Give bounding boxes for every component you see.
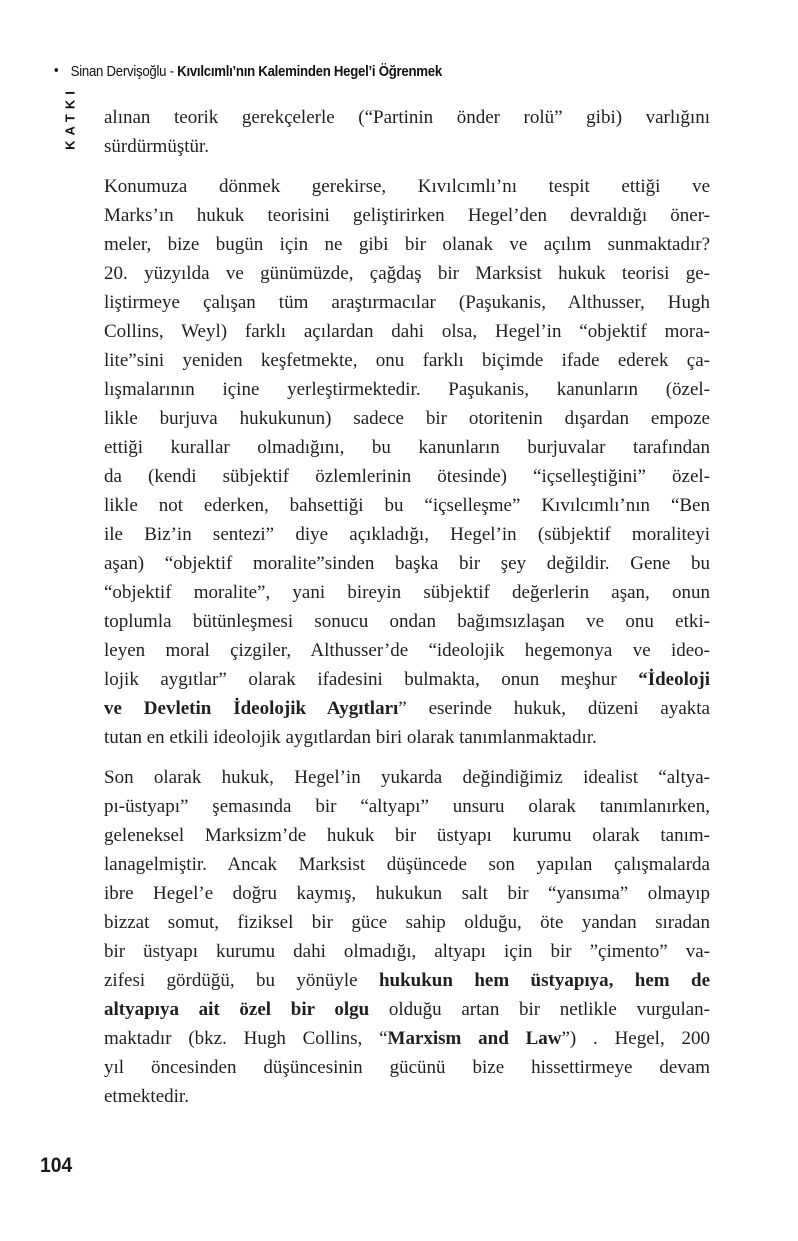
text-line: “objektif moralite”, yani bireyin sübjektif değerlerin aşan, onun	[104, 582, 710, 603]
text-line: Son olarak hukuk, Hegel’in yukarda değindiğimiz idealist “altya-	[104, 767, 710, 788]
running-header	[54, 62, 442, 81]
text-line: lanagelmiştir. Ancak Marksist düşüncede son yapılan çalışmalarda	[104, 854, 710, 875]
text-line: ile Biz’in sentezi” diye açıkladığı, Hegel’in (sübjektif moraliteyi	[104, 524, 710, 545]
paragraph	[104, 172, 710, 752]
text-line: aşan) “objektif moralite”sinden başka bir şey değildir. Gene bu	[104, 553, 710, 574]
side-label-katki: KATKI	[62, 86, 78, 150]
text-line: likle not ederken, bahsettiği bu “içselleşme” Kıvılcımlı’nın “Ben	[104, 495, 710, 516]
text-line: liştirmeye çalışan tüm araştırmacılar (Paşukanis, Althusser, Hugh	[104, 292, 710, 313]
body-text	[104, 103, 710, 1122]
text-line: lojik aygıtlar” olarak ifadesini bulmakta, onun meşhur “İdeoloji	[104, 669, 710, 690]
text-line: tutan en etkili ideolojik aygıtlardan biri olarak tanımlanmaktadır.	[104, 727, 597, 748]
text-line: Marks’ın hukuk teorisini geliştirirken Hegel’den devraldığı öner-	[104, 205, 710, 226]
text-line: meler, bize bugün için ne gibi bir olanak ve açılım sunmaktadır?	[104, 234, 710, 255]
text-line: altyapıya ait özel bir olgu olduğu artan bir netlikle vurgulan-	[104, 999, 710, 1020]
text-line: likle burjuva hukukunun) sadece bir otoritenin dışardan empoze	[104, 408, 710, 429]
text-line: zifesi gördüğü, bu yönüyle hukukun hem üstyapıya, hem de	[104, 970, 710, 991]
text-line: ibre Hegel’e doğru kaymış, hukukun salt bir “yansıma” olmayıp	[104, 883, 710, 904]
text-line: bir üstyapı kurumu dahi olmadığı, altyapı için bir ”çimento” va-	[104, 941, 710, 962]
paragraph	[104, 763, 710, 1111]
bullet-icon: •	[54, 62, 59, 79]
text-line: maktadır (bkz. Hugh Collins, “Marxism and Law”) . Hegel, 200	[104, 1028, 710, 1049]
text-line: geleneksel Marksizm’de hukuk bir üstyapı kurumu olarak tanım-	[104, 825, 710, 846]
text-line: da (kendi sübjektif özlemlerinin ötesinde) “içselleştiğini” özel-	[104, 466, 710, 487]
header-author: Sinan Dervişoğlu -	[70, 63, 178, 80]
text-line: bizzat somut, fiziksel bir güce sahip olduğu, öte yandan sıradan	[104, 912, 710, 933]
text-line: lışmalarının içine yerleştirmektedir. Paşukanis, kanunların (özel-	[104, 379, 710, 400]
text-line: leyen moral çizgiler, Althusser’de “ideolojik hegemonya ve ideo-	[104, 640, 710, 661]
text-line: yıl öncesinden düşüncesinin gücünü bize hissettirmeye devam	[104, 1057, 710, 1078]
text-line: alınan teorik gerekçelerle (“Partinin önder rolü” gibi) varlığını	[104, 107, 710, 128]
text-line: 20. yüzyılda ve günümüzde, çağdaş bir Marksist hukuk teorisi ge-	[104, 263, 710, 284]
page-number: 104	[40, 1154, 73, 1177]
text-line: ve Devletin İdeolojik Aygıtları” eserinde hukuk, düzeni ayakta	[104, 698, 710, 719]
header-title: Kıvılcımlı’nın Kaleminden Hegel’i Öğrenmek	[177, 63, 442, 80]
text-line: Konumuza dönmek gerekirse, Kıvılcımlı’nı tespit ettiği ve	[104, 176, 710, 197]
text-line: lite”sini yeniden keşfetmekte, onu farklı biçimde ifade ederek ça-	[104, 350, 710, 371]
text-line: sürdürmüştür.	[104, 136, 210, 157]
text-line: toplumla bütünleşmesi sonucu ondan bağımsızlaşan ve onu etki-	[104, 611, 710, 632]
paragraph	[104, 103, 710, 161]
text-line: Collins, Weyl) farklı açılardan dahi olsa, Hegel’in “objektif mora-	[104, 321, 710, 342]
text-line: pı-üstyapı” şemasında bir “altyapı” unsuru olarak tanımlanırken,	[104, 796, 710, 817]
text-line: ettiği kurallar olmadığını, bu kanunların burjuvalar tarafından	[104, 437, 710, 458]
text-line: etmektedir.	[104, 1086, 189, 1107]
